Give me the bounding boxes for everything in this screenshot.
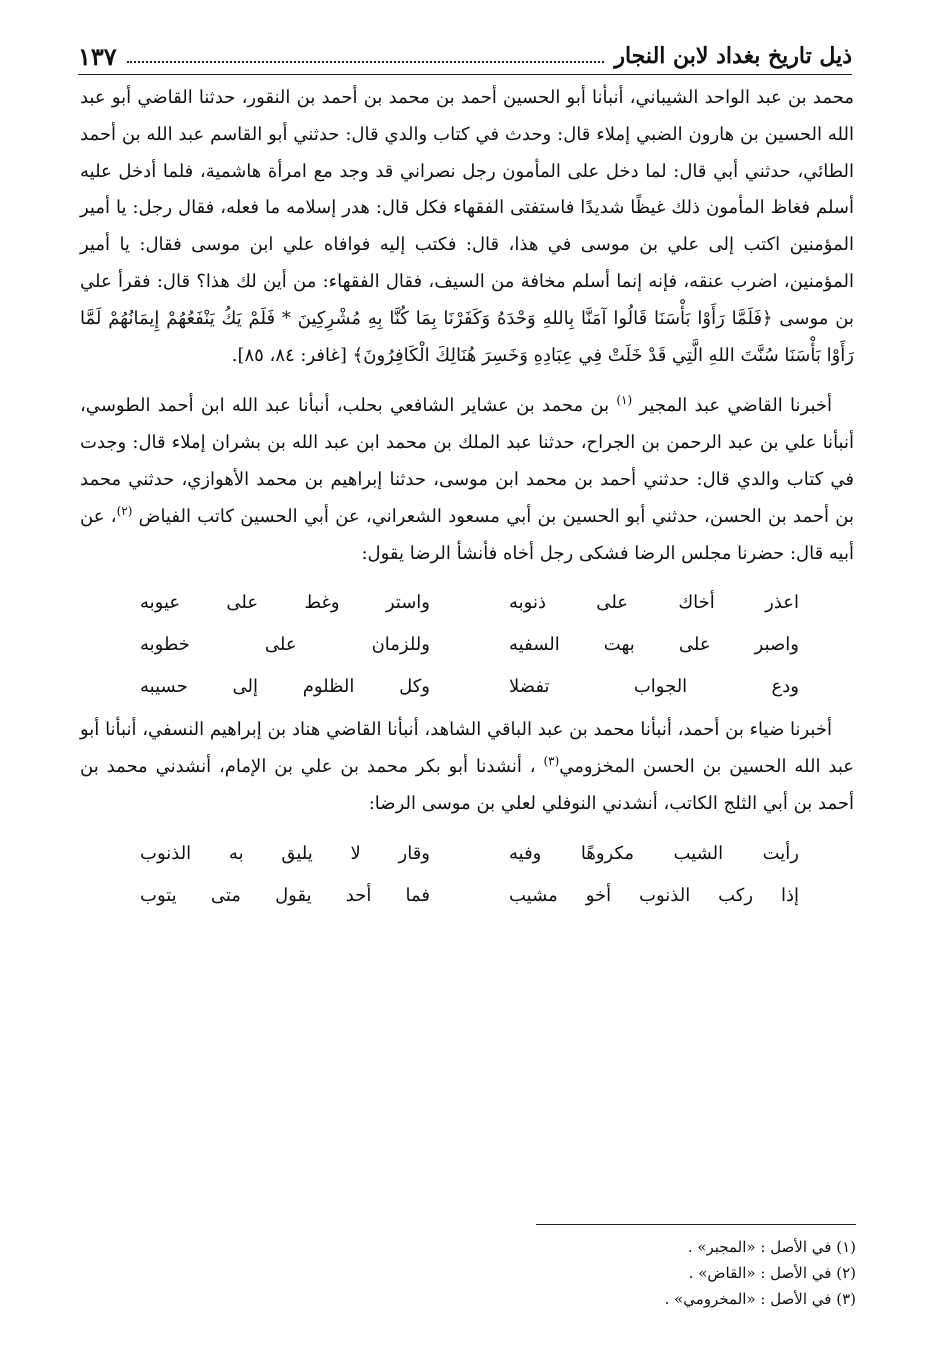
poem-verse	[80, 582, 854, 624]
verse-first-hemistich: إذا ركب الذنوب أخو مشيب	[509, 884, 799, 906]
paragraph-1	[80, 80, 854, 374]
verse-second-hemistich: فما أحد يقول متى يتوب	[140, 884, 430, 906]
poem-verse	[80, 875, 854, 917]
verse-first-hemistich: اعذر أخاك على ذنوبه	[509, 592, 799, 614]
footnote-ref-2[interactable]: (٢)	[116, 503, 133, 518]
paragraph-2	[80, 388, 854, 572]
main-text	[80, 80, 854, 921]
paragraph-text: أخبرنا القاضي عبد المجير	[632, 395, 833, 417]
paragraph-text: بن محمد بن عشاير الشافعي بحلب، أنبأنا عبد الله ابن أحمد الطوسي، أنبأنا علي بن عبد الرحمن بن الجراح، حدثنا عبد الملك بن محمد ابن عبد الله بن بشران إملاء قال: وجدت في كتاب والدي قال: حدثني أحمد بن محمد ابن موسى، حدثنا إبراهيم بن محمد الأهوازي، حدثني محمد بن أحمد بن الحسن، حدثني أبو الحسين بن أبي مسعود الشعراني، عن أبي الحسين كاتب الفياض	[80, 395, 854, 527]
footnotes	[300, 1234, 856, 1312]
paragraph-text: محمد بن عبد الواحد الشيباني، أنبأنا أبو الحسين أحمد بن محمد بن أحمد بن النقور، حدثنا القاضي أبو عبد الله الحسين بن هارون الضبي إملاء قال: وحدث في كتاب والدي قال: حدثني أبو القاسم عبد الله بن أحمد الطائي، حدثني أبي قال: لما دخل على المأمون رجل نصراني قد وجد مع امرأة هاشمية، فلما أدخل عليه أسلم فغاظ المأمون ذلك غيظًا شديدًا فاستفتى الفقهاء فكل قال: هدر إسلامه ما فعله، فقال رجل: يا أمير المؤمنين اكتب إلى علي بن موسى في هذا، قال: فكتب إليه فوافاه علي ابن موسى فقال: يا أمير المؤمنين، اضرب عنقه، فإنه إنما أسلم مخافة من السيف، فقال الفقهاء: من أين لك هذا؟ قال: فقرأ علي بن موسى	[80, 87, 854, 329]
page-number: ١٣٧	[78, 41, 117, 71]
header-dot-leader	[127, 49, 605, 63]
verse-first-hemistich: ودع الجواب تفضلا	[509, 676, 799, 698]
paragraph-text: ، عن أبيه قال: حضرنا مجلس الرضا فشكى رجل أخاه فأنشأ الرضا يقول:	[80, 505, 854, 564]
footnote-divider	[536, 1224, 856, 1225]
verse-second-hemistich: وكل الظلوم إلى حسيبه	[140, 676, 430, 698]
poem-2	[80, 833, 854, 917]
verse-second-hemistich: وقار لا يليق به الذنوب	[140, 842, 430, 864]
quran-verse: ﴿فَلَمَّا رَأَوْا بَأْسَنَا قَالُوا آمَنَّا بِاللهِ وَحْدَهُ وَكَفَرْنَا بِمَا كُنَّا بِهِ مُشْرِكِينَ * فَلَمْ يَكُ يَنْفَعُهُمْ إِيمَانُهُمْ لَمَّا رَأَوْا بَأْسَنَا سُنَّتَ اللهِ الَّتِي قَدْ خَلَتْ فِي عِبَادِهِ وَخَسِرَ هُنَالِكَ الْكَافِرُونَ﴾	[80, 307, 854, 366]
footnote-2: (٢) في الأصل : «القاض» .	[688, 1264, 856, 1282]
verse-second-hemistich: واستر وغط على عيوبه	[140, 592, 430, 614]
poem-verse	[80, 833, 854, 875]
footnote-1: (١) في الأصل : «المجبر» .	[687, 1238, 856, 1256]
footnote-ref-3[interactable]: (٣)	[543, 754, 560, 769]
quran-reference: [غافر: ٨٤، ٨٥].	[231, 344, 353, 366]
footnote-3: (٣) في الأصل : «المخرومي» .	[664, 1290, 856, 1308]
poem-verse	[80, 666, 854, 708]
footnote-ref-1[interactable]: (١)	[616, 393, 633, 408]
poem-verse	[80, 624, 854, 666]
poem-1	[80, 582, 854, 708]
running-header	[78, 38, 852, 75]
verse-first-hemistich: واصبر على بهت السفيه	[509, 634, 799, 656]
verse-first-hemistich: رأيت الشيب مكروهًا وفيه	[509, 842, 799, 864]
paragraph-text: أخبرنا ضياء بن أحمد، أنبأنا محمد بن عبد الباقي الشاهد، أنبأنا القاضي هناد بن إبراهيم النسفي، أنبأنا أبو عبد الله الحسين بن الحسن المخزومي	[80, 719, 854, 778]
book-title: ذيل تاريخ بغداد لابن النجار	[614, 43, 852, 69]
paragraph-3	[80, 712, 854, 822]
paragraph-text: ، أنشدنا أبو بكر محمد بن علي بن الإمام، أنشدني محمد بن أحمد بن أبي الثلج الكاتب، أنشدني النوفلي لعلي بن موسى الرضا:	[80, 756, 854, 814]
verse-second-hemistich: وللزمان على خطوبه	[140, 634, 430, 656]
